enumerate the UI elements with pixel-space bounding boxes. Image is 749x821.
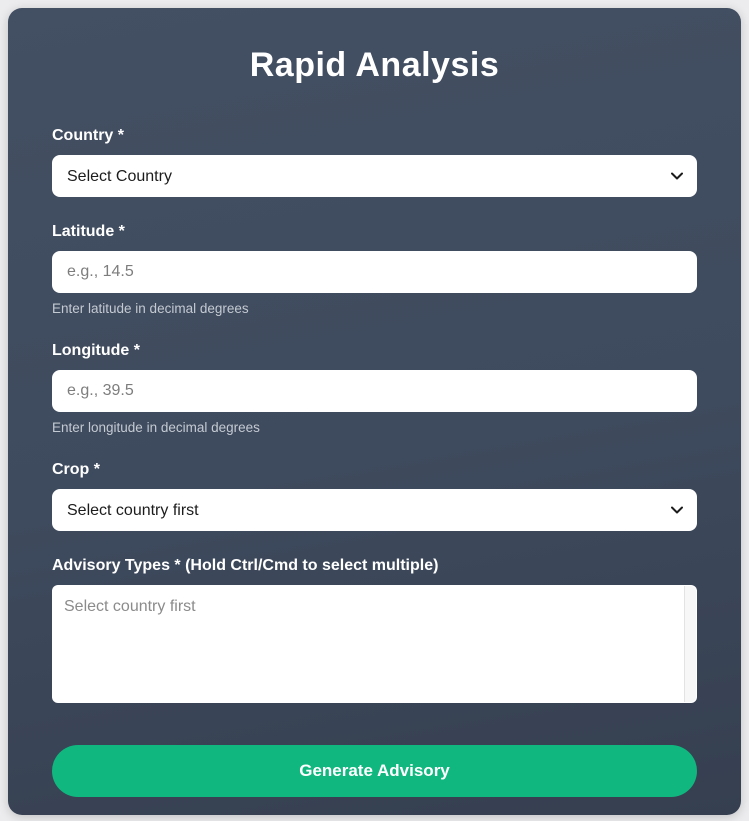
rapid-analysis-card [8, 8, 741, 815]
latitude-helper-text: Enter latitude in decimal degrees [52, 301, 249, 316]
crop-label: Crop * [52, 461, 100, 478]
latitude-field-group [52, 223, 697, 316]
longitude-field-group [52, 342, 697, 435]
crop-select-wrap [52, 489, 697, 531]
country-field-group [52, 127, 697, 197]
listbox-scrollbar[interactable] [684, 586, 696, 702]
latitude-input[interactable] [52, 251, 697, 293]
generate-advisory-button[interactable]: Generate Advisory [52, 745, 697, 797]
longitude-helper-text: Enter longitude in decimal degrees [52, 420, 260, 435]
page-title: Rapid Analysis [249, 46, 500, 84]
advisory-types-multiselect[interactable] [52, 585, 697, 703]
advisory-types-option[interactable]: Select country first [64, 598, 196, 615]
country-label: Country * [52, 127, 124, 144]
country-select[interactable] [52, 155, 697, 197]
crop-field-group [52, 461, 697, 531]
advisory-types-field-group [52, 557, 697, 703]
longitude-label: Longitude * [52, 342, 140, 359]
advisory-types-label: Advisory Types * (Hold Ctrl/Cmd to select multiple) [52, 557, 439, 574]
country-select-wrap [52, 155, 697, 197]
crop-select[interactable] [52, 489, 697, 531]
latitude-label: Latitude * [52, 223, 125, 240]
longitude-input[interactable] [52, 370, 697, 412]
